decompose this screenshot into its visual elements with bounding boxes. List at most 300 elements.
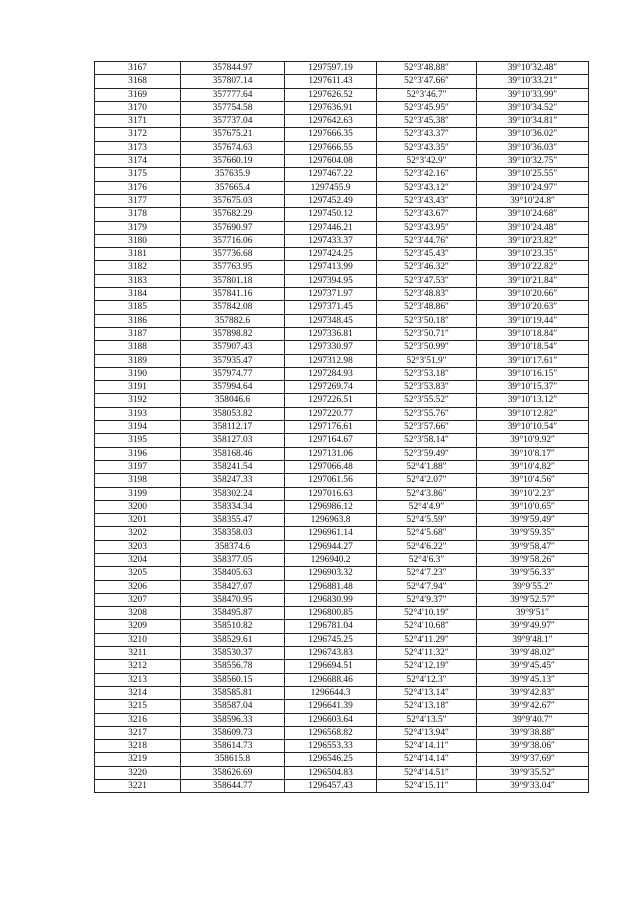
table-row	[95, 726, 589, 739]
point-number-cell: 3204	[95, 553, 181, 566]
y-coordinate-cell: 1297452.49	[285, 194, 377, 207]
x-coordinate-cell: 358615.8	[181, 753, 285, 766]
latitude-cell: 52°3′45.43″	[377, 248, 477, 261]
longitude-cell: 39°10′36.03″	[477, 141, 589, 154]
y-coordinate-cell: 1297164.67	[285, 434, 377, 447]
table-row	[95, 341, 589, 354]
table-row	[95, 314, 589, 327]
latitude-cell: 52°3′53.18″	[377, 367, 477, 380]
latitude-cell: 52°3′43.35″	[377, 141, 477, 154]
longitude-cell: 39°10′18.84″	[477, 327, 589, 340]
y-coordinate-cell: 1297467.22	[285, 168, 377, 181]
point-number-cell: 3200	[95, 500, 181, 513]
table-row	[95, 168, 589, 181]
latitude-cell: 52°4′6.22″	[377, 540, 477, 553]
table-row	[95, 234, 589, 247]
x-coordinate-cell: 358614.73	[181, 740, 285, 753]
x-coordinate-cell: 358626.69	[181, 766, 285, 779]
table-row	[95, 633, 589, 646]
table-row	[95, 407, 589, 420]
point-number-cell: 3203	[95, 540, 181, 553]
latitude-cell: 52°4′15.11″	[377, 780, 477, 793]
coordinates-table-body	[95, 62, 589, 793]
latitude-cell: 52°4′7.23″	[377, 567, 477, 580]
y-coordinate-cell: 1296800.85	[285, 607, 377, 620]
longitude-cell: 39°10′2.23″	[477, 487, 589, 500]
latitude-cell: 52°3′46.32″	[377, 261, 477, 274]
latitude-cell: 52°4′5.68″	[377, 527, 477, 540]
latitude-cell: 52°4′10.68″	[377, 620, 477, 633]
x-coordinate-cell: 358112.17	[181, 421, 285, 434]
y-coordinate-cell: 1296553.33	[285, 740, 377, 753]
latitude-cell: 52°3′58.14″	[377, 434, 477, 447]
latitude-cell: 52°4′12.19″	[377, 660, 477, 673]
latitude-cell: 52°3′48.88″	[377, 62, 477, 75]
table-row	[95, 88, 589, 101]
x-coordinate-cell: 357716.06	[181, 234, 285, 247]
latitude-cell: 52°3′43.67″	[377, 208, 477, 221]
longitude-cell: 39°10′18.54″	[477, 341, 589, 354]
y-coordinate-cell: 1297604.08	[285, 155, 377, 168]
longitude-cell: 39°9′35.52″	[477, 766, 589, 779]
latitude-cell: 52°3′47.53″	[377, 274, 477, 287]
y-coordinate-cell: 1296781.04	[285, 620, 377, 633]
point-number-cell: 3198	[95, 474, 181, 487]
latitude-cell: 52°3′43.43″	[377, 194, 477, 207]
x-coordinate-cell: 357807.14	[181, 75, 285, 88]
point-number-cell: 3212	[95, 660, 181, 673]
point-number-cell: 3197	[95, 460, 181, 473]
point-number-cell: 3211	[95, 647, 181, 660]
point-number-cell: 3189	[95, 354, 181, 367]
longitude-cell: 39°10′20.63″	[477, 301, 589, 314]
point-number-cell: 3202	[95, 527, 181, 540]
x-coordinate-cell: 357801.18	[181, 274, 285, 287]
x-coordinate-cell: 357660.19	[181, 155, 285, 168]
longitude-cell: 39°9′59.49″	[477, 514, 589, 527]
point-number-cell: 3196	[95, 447, 181, 460]
latitude-cell: 52°4′5.59″	[377, 514, 477, 527]
y-coordinate-cell: 1296986.12	[285, 500, 377, 513]
point-number-cell: 3174	[95, 155, 181, 168]
latitude-cell: 52°3′47.66″	[377, 75, 477, 88]
table-row	[95, 567, 589, 580]
y-coordinate-cell: 1297666.55	[285, 141, 377, 154]
x-coordinate-cell: 357635.9	[181, 168, 285, 181]
table-row	[95, 421, 589, 434]
latitude-cell: 52°4′11.29″	[377, 633, 477, 646]
longitude-cell: 39°10′34.81″	[477, 115, 589, 128]
point-number-cell: 3195	[95, 434, 181, 447]
longitude-cell: 39°9′49.97″	[477, 620, 589, 633]
point-number-cell: 3183	[95, 274, 181, 287]
longitude-cell: 39°9′42.83″	[477, 686, 589, 699]
y-coordinate-cell: 1297330.97	[285, 341, 377, 354]
point-number-cell: 3177	[95, 194, 181, 207]
x-coordinate-cell: 357737.04	[181, 115, 285, 128]
longitude-cell: 39°10′23.82″	[477, 234, 589, 247]
table-row	[95, 208, 589, 221]
x-coordinate-cell: 358560.15	[181, 673, 285, 686]
y-coordinate-cell: 1296688.46	[285, 673, 377, 686]
point-number-cell: 3194	[95, 421, 181, 434]
latitude-cell: 52°3′48.83″	[377, 288, 477, 301]
longitude-cell: 39°10′25.55″	[477, 168, 589, 181]
table-row	[95, 301, 589, 314]
x-coordinate-cell: 358355.47	[181, 514, 285, 527]
y-coordinate-cell: 1297666.35	[285, 128, 377, 141]
longitude-cell: 39°10′8.17″	[477, 447, 589, 460]
table-row	[95, 607, 589, 620]
x-coordinate-cell: 358470.95	[181, 593, 285, 606]
table-row	[95, 327, 589, 340]
x-coordinate-cell: 358556.78	[181, 660, 285, 673]
table-row	[95, 115, 589, 128]
x-coordinate-cell: 358609.73	[181, 726, 285, 739]
y-coordinate-cell: 1296940.2	[285, 553, 377, 566]
table-row	[95, 181, 589, 194]
longitude-cell: 39°9′33.04″	[477, 780, 589, 793]
longitude-cell: 39°9′48.1″	[477, 633, 589, 646]
latitude-cell: 52°4′11.32″	[377, 647, 477, 660]
point-number-cell: 3190	[95, 367, 181, 380]
latitude-cell: 52°3′46.7″	[377, 88, 477, 101]
latitude-cell: 52°4′7.94″	[377, 580, 477, 593]
point-number-cell: 3171	[95, 115, 181, 128]
longitude-cell: 39°10′24.97″	[477, 181, 589, 194]
point-number-cell: 3218	[95, 740, 181, 753]
latitude-cell: 52°3′45.95″	[377, 101, 477, 114]
x-coordinate-cell: 358405.63	[181, 567, 285, 580]
longitude-cell: 39°9′45.45″	[477, 660, 589, 673]
y-coordinate-cell: 1297348.45	[285, 314, 377, 327]
latitude-cell: 52°4′14.11″	[377, 740, 477, 753]
y-coordinate-cell: 1296963.8	[285, 514, 377, 527]
point-number-cell: 3170	[95, 101, 181, 114]
y-coordinate-cell: 1297433.37	[285, 234, 377, 247]
point-number-cell: 3217	[95, 726, 181, 739]
table-row	[95, 447, 589, 460]
point-number-cell: 3186	[95, 314, 181, 327]
table-row	[95, 514, 589, 527]
table-row	[95, 673, 589, 686]
y-coordinate-cell: 1296504.83	[285, 766, 377, 779]
table-row	[95, 753, 589, 766]
x-coordinate-cell: 357777.64	[181, 88, 285, 101]
longitude-cell: 39°10′22.82″	[477, 261, 589, 274]
x-coordinate-cell: 357754.58	[181, 101, 285, 114]
latitude-cell: 52°3′43.37″	[377, 128, 477, 141]
latitude-cell: 52°4′13.5″	[377, 713, 477, 726]
latitude-cell: 52°3′42.16″	[377, 168, 477, 181]
y-coordinate-cell: 1297269.74	[285, 381, 377, 394]
x-coordinate-cell: 358053.82	[181, 407, 285, 420]
x-coordinate-cell: 358510.82	[181, 620, 285, 633]
table-row	[95, 381, 589, 394]
point-number-cell: 3179	[95, 221, 181, 234]
y-coordinate-cell: 1297450.12	[285, 208, 377, 221]
point-number-cell: 3219	[95, 753, 181, 766]
table-row	[95, 647, 589, 660]
x-coordinate-cell: 358596.33	[181, 713, 285, 726]
x-coordinate-cell: 358374.6	[181, 540, 285, 553]
x-coordinate-cell: 357674.63	[181, 141, 285, 154]
point-number-cell: 3172	[95, 128, 181, 141]
table-row	[95, 700, 589, 713]
longitude-cell: 39°9′59.35″	[477, 527, 589, 540]
longitude-cell: 39°9′55.2″	[477, 580, 589, 593]
y-coordinate-cell: 1296903.32	[285, 567, 377, 580]
x-coordinate-cell: 358334.34	[181, 500, 285, 513]
y-coordinate-cell: 1297626.52	[285, 88, 377, 101]
y-coordinate-cell: 1297371.97	[285, 288, 377, 301]
point-number-cell: 3215	[95, 700, 181, 713]
latitude-cell: 52°4′1.88″	[377, 460, 477, 473]
latitude-cell: 52°4′6.3″	[377, 553, 477, 566]
longitude-cell: 39°10′32.48″	[477, 62, 589, 75]
longitude-cell: 39°9′51″	[477, 607, 589, 620]
longitude-cell: 39°9′45.13″	[477, 673, 589, 686]
table-row	[95, 155, 589, 168]
longitude-cell: 39°10′24.8″	[477, 194, 589, 207]
y-coordinate-cell: 1297336.81	[285, 327, 377, 340]
point-number-cell: 3213	[95, 673, 181, 686]
table-row	[95, 288, 589, 301]
longitude-cell: 39°10′15.37″	[477, 381, 589, 394]
latitude-cell: 52°3′55.76″	[377, 407, 477, 420]
longitude-cell: 39°10′17.61″	[477, 354, 589, 367]
latitude-cell: 52°3′50.99″	[377, 341, 477, 354]
table-row	[95, 75, 589, 88]
latitude-cell: 52°3′50.71″	[377, 327, 477, 340]
y-coordinate-cell: 1297611.43	[285, 75, 377, 88]
table-row	[95, 660, 589, 673]
x-coordinate-cell: 357763.95	[181, 261, 285, 274]
point-number-cell: 3199	[95, 487, 181, 500]
table-row	[95, 261, 589, 274]
point-number-cell: 3191	[95, 381, 181, 394]
longitude-cell: 39°9′42.67″	[477, 700, 589, 713]
latitude-cell: 52°4′14.51″	[377, 766, 477, 779]
table-row	[95, 740, 589, 753]
y-coordinate-cell: 1297371.45	[285, 301, 377, 314]
longitude-cell: 39°9′58.47″	[477, 540, 589, 553]
longitude-cell: 39°9′52.57″	[477, 593, 589, 606]
latitude-cell: 52°3′50.18″	[377, 314, 477, 327]
longitude-cell: 39°9′38.88″	[477, 726, 589, 739]
point-number-cell: 3207	[95, 593, 181, 606]
table-row	[95, 553, 589, 566]
latitude-cell: 52°4′14.14″	[377, 753, 477, 766]
y-coordinate-cell: 1296546.25	[285, 753, 377, 766]
latitude-cell: 52°4′2.07″	[377, 474, 477, 487]
longitude-cell: 39°10′10.54″	[477, 421, 589, 434]
y-coordinate-cell: 1297642.63	[285, 115, 377, 128]
y-coordinate-cell: 1297597.19	[285, 62, 377, 75]
longitude-cell: 39°9′58.26″	[477, 553, 589, 566]
y-coordinate-cell: 1296961.14	[285, 527, 377, 540]
table-row	[95, 487, 589, 500]
table-row	[95, 540, 589, 553]
y-coordinate-cell: 1296568.82	[285, 726, 377, 739]
point-number-cell: 3181	[95, 248, 181, 261]
latitude-cell: 52°4′3.86″	[377, 487, 477, 500]
longitude-cell: 39°10′34.52″	[477, 101, 589, 114]
x-coordinate-cell: 357935.47	[181, 354, 285, 367]
point-number-cell: 3169	[95, 88, 181, 101]
point-number-cell: 3216	[95, 713, 181, 726]
y-coordinate-cell: 1297312.98	[285, 354, 377, 367]
point-number-cell: 3180	[95, 234, 181, 247]
y-coordinate-cell: 1297284.93	[285, 367, 377, 380]
x-coordinate-cell: 358427.07	[181, 580, 285, 593]
point-number-cell: 3185	[95, 301, 181, 314]
table-row	[95, 713, 589, 726]
table-row	[95, 620, 589, 633]
point-number-cell: 3178	[95, 208, 181, 221]
point-number-cell: 3182	[95, 261, 181, 274]
point-number-cell: 3173	[95, 141, 181, 154]
y-coordinate-cell: 1296644.3	[285, 686, 377, 699]
x-coordinate-cell: 357736.68	[181, 248, 285, 261]
y-coordinate-cell: 1297220.77	[285, 407, 377, 420]
table-row	[95, 527, 589, 540]
x-coordinate-cell: 358644.77	[181, 780, 285, 793]
y-coordinate-cell: 1296603.64	[285, 713, 377, 726]
longitude-cell: 39°10′21.84″	[477, 274, 589, 287]
y-coordinate-cell: 1297413.99	[285, 261, 377, 274]
x-coordinate-cell: 358302.24	[181, 487, 285, 500]
point-number-cell: 3167	[95, 62, 181, 75]
x-coordinate-cell: 357675.21	[181, 128, 285, 141]
y-coordinate-cell: 1296881.48	[285, 580, 377, 593]
table-row	[95, 354, 589, 367]
x-coordinate-cell: 357842.08	[181, 301, 285, 314]
latitude-cell: 52°4′13.14″	[377, 686, 477, 699]
x-coordinate-cell: 357675.03	[181, 194, 285, 207]
y-coordinate-cell: 1296641.39	[285, 700, 377, 713]
table-row	[95, 248, 589, 261]
coordinates-table	[94, 61, 589, 793]
table-row	[95, 500, 589, 513]
longitude-cell: 39°10′20.66″	[477, 288, 589, 301]
x-coordinate-cell: 357907.43	[181, 341, 285, 354]
x-coordinate-cell: 357690.97	[181, 221, 285, 234]
table-row	[95, 274, 589, 287]
point-number-cell: 3220	[95, 766, 181, 779]
longitude-cell: 39°10′24.68″	[477, 208, 589, 221]
x-coordinate-cell: 358495.87	[181, 607, 285, 620]
point-number-cell: 3201	[95, 514, 181, 527]
x-coordinate-cell: 357682.29	[181, 208, 285, 221]
latitude-cell: 52°3′48.86″	[377, 301, 477, 314]
x-coordinate-cell: 358046.6	[181, 394, 285, 407]
latitude-cell: 52°4′13.18″	[377, 700, 477, 713]
longitude-cell: 39°10′19.44″	[477, 314, 589, 327]
table-row	[95, 141, 589, 154]
y-coordinate-cell: 1297636.91	[285, 101, 377, 114]
x-coordinate-cell: 357841.16	[181, 288, 285, 301]
y-coordinate-cell: 1297176.61	[285, 421, 377, 434]
point-number-cell: 3192	[95, 394, 181, 407]
x-coordinate-cell: 358168.46	[181, 447, 285, 460]
y-coordinate-cell: 1296944.27	[285, 540, 377, 553]
latitude-cell: 52°3′43.12″	[377, 181, 477, 194]
longitude-cell: 39°9′40.7″	[477, 713, 589, 726]
table-row	[95, 474, 589, 487]
table-row	[95, 766, 589, 779]
y-coordinate-cell: 1297016.63	[285, 487, 377, 500]
longitude-cell: 39°9′56.33″	[477, 567, 589, 580]
y-coordinate-cell: 1297066.48	[285, 460, 377, 473]
point-number-cell: 3205	[95, 567, 181, 580]
longitude-cell: 39°10′32.75″	[477, 155, 589, 168]
point-number-cell: 3187	[95, 327, 181, 340]
latitude-cell: 52°3′43.95″	[377, 221, 477, 234]
table-row	[95, 593, 589, 606]
y-coordinate-cell: 1297455.9	[285, 181, 377, 194]
x-coordinate-cell: 358358.03	[181, 527, 285, 540]
table-row	[95, 221, 589, 234]
latitude-cell: 52°4′12.3″	[377, 673, 477, 686]
x-coordinate-cell: 358247.33	[181, 474, 285, 487]
longitude-cell: 39°10′9.92″	[477, 434, 589, 447]
y-coordinate-cell: 1297394.95	[285, 274, 377, 287]
longitude-cell: 39°10′33.99″	[477, 88, 589, 101]
point-number-cell: 3193	[95, 407, 181, 420]
latitude-cell: 52°4′13.94″	[377, 726, 477, 739]
point-number-cell: 3214	[95, 686, 181, 699]
point-number-cell: 3188	[95, 341, 181, 354]
longitude-cell: 39°10′16.15″	[477, 367, 589, 380]
longitude-cell: 39°9′37.69″	[477, 753, 589, 766]
y-coordinate-cell: 1296743.83	[285, 647, 377, 660]
latitude-cell: 52°3′44.76″	[377, 234, 477, 247]
y-coordinate-cell: 1296830.99	[285, 593, 377, 606]
latitude-cell: 52°4′4.9″	[377, 500, 477, 513]
y-coordinate-cell: 1296694.51	[285, 660, 377, 673]
point-number-cell: 3210	[95, 633, 181, 646]
latitude-cell: 52°3′57.66″	[377, 421, 477, 434]
table-row	[95, 686, 589, 699]
table-row	[95, 780, 589, 793]
table-row	[95, 580, 589, 593]
point-number-cell: 3221	[95, 780, 181, 793]
latitude-cell: 52°4′9.37″	[377, 593, 477, 606]
point-number-cell: 3184	[95, 288, 181, 301]
x-coordinate-cell: 357898.82	[181, 327, 285, 340]
longitude-cell: 39°10′4.82″	[477, 460, 589, 473]
x-coordinate-cell: 357994.64	[181, 381, 285, 394]
point-number-cell: 3209	[95, 620, 181, 633]
y-coordinate-cell: 1296457.43	[285, 780, 377, 793]
latitude-cell: 52°3′53.83″	[377, 381, 477, 394]
longitude-cell: 39°10′36.02″	[477, 128, 589, 141]
point-number-cell: 3168	[95, 75, 181, 88]
table-row	[95, 460, 589, 473]
longitude-cell: 39°10′4.56″	[477, 474, 589, 487]
table-row	[95, 62, 589, 75]
x-coordinate-cell: 357974.77	[181, 367, 285, 380]
point-number-cell: 3206	[95, 580, 181, 593]
x-coordinate-cell: 357882.6	[181, 314, 285, 327]
latitude-cell: 52°3′55.52″	[377, 394, 477, 407]
longitude-cell: 39°10′33.21″	[477, 75, 589, 88]
longitude-cell: 39°10′23.35″	[477, 248, 589, 261]
table-row	[95, 394, 589, 407]
longitude-cell: 39°10′0.65″	[477, 500, 589, 513]
y-coordinate-cell: 1297424.25	[285, 248, 377, 261]
